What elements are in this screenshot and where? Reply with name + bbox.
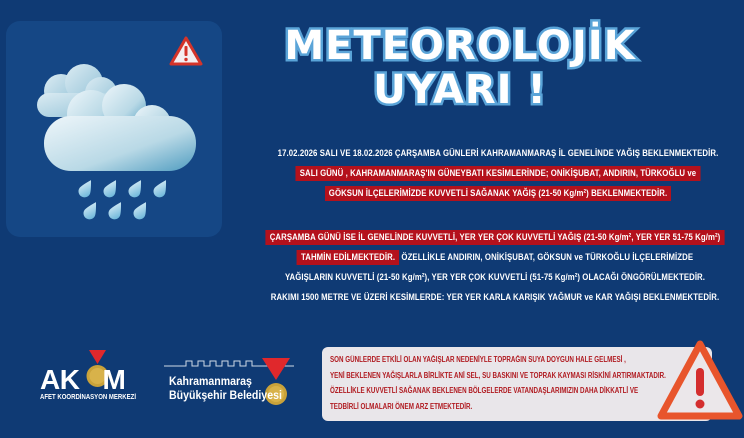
tuesday-highlight-2: GÖKSUN İLÇELERİMİZDE KUVVETLİ SAĞANAK YAĞIŞ (21-50 Kg/m²) BEKLENMEKTEDİR. (325, 186, 672, 201)
title-line-2: UYARI ! (373, 67, 547, 113)
akom-subtitle: AFET KOORDİNASYON MERKEZİ (40, 394, 136, 401)
weather-icon-card (6, 21, 222, 237)
akom-logo-text: AK M (40, 364, 126, 395)
title-line-1: METEOROLOJİK (284, 23, 636, 69)
forecast-intro: 17.02.2026 SALI VE 18.02.2026 ÇARŞAMBA GÜNLERİ KAHRAMANMARAŞ İL GENELİNDE YAĞIŞ BEKLENMEKTEDİR. (277, 148, 719, 159)
kbb-logo-text: Kahramanmaraş Büyükşehir Belediyesi (169, 376, 282, 402)
wednesday-amounts: YAĞIŞLARIN KUVVETLİ (21-50 Kg/m²), YER YER ÇOK KUVVETLİ (51-75 Kg/m²) OLACAĞI ÖNGÖRÜLMEKTEDİR. (284, 272, 706, 283)
warning-triangle-icon (657, 338, 743, 424)
tuesday-highlight-1: SALI GÜNÜ , KAHRAMANMARAŞ'IN GÜNEYBATI KESİMLERİNDE; ONİKİŞUBAT, ANDIRIN, TÜRKOĞLU ve (296, 166, 701, 181)
wednesday-detail: ÖZELLİKLE ANDIRIN, ONİKİŞUBAT, GÖKSUN ve TÜRKOĞLU İLÇELERİMİZDE (399, 252, 694, 263)
wednesday-highlight-2: TAHMİN EDİLMEKTEDİR. (297, 250, 399, 265)
wednesday-highlight: ÇARŞAMBA GÜNÜ İSE İL GENELİNDE KUVVETLİ, YER YER ÇOK KUVVETLİ YAĞIŞ (21-50 Kg/m², YER YER 51-75 Kg/m²) (266, 230, 725, 245)
risk-notice-text: SON GÜNLERDE ETKİLİ OLAN YAĞIŞLAR NEDENİYLE TOPRAĞIN SUYA DOYGUN HALE GELMESİ , YENİ BEKLENEN YAĞIŞLARLA BİRLİKTE ANİ SEL, SU BASKINI VE TOPRAK KAYMASI RİSKİNİ ARTIRMAKTADIR. ÖZELLİKLE KUVVETLİ SAĞANAK BEKLENEN BÖLGELERDE VATANDAŞLARIMIZIN DAHA DİKKATLİ VE TEDBİRLİ OLMALARI ÖNEM ARZ ETMEKTEDİR. (330, 355, 666, 411)
tuesday-forecast (221, 144, 744, 204)
page-title (250, 24, 670, 112)
snow-info: RAKIMI 1500 METRE VE ÜZERİ KESİMLERDE: YER YER KARLA KARIŞIK YAĞMUR ve KAR YAĞIŞI BEKLENMEKTEDİR. (270, 292, 720, 303)
wednesday-forecast (199, 228, 744, 308)
warning-triangle-icon (169, 36, 203, 66)
